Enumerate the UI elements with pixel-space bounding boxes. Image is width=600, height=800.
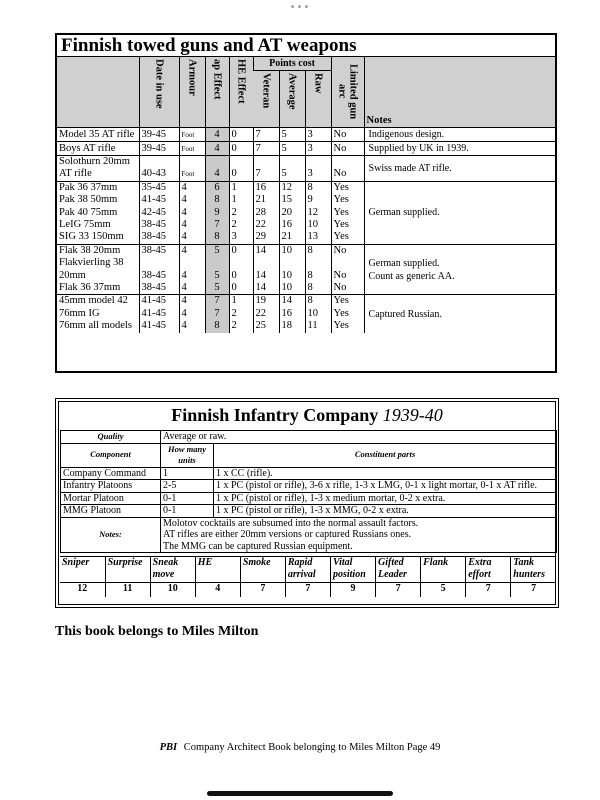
footer-text: Company Architect Book belonging to Miles Milton <box>183 742 405 753</box>
ability-value: 7 <box>376 583 421 597</box>
ability-value: 7 <box>240 583 285 597</box>
status-dots: ••• <box>289 2 311 13</box>
notes-label: Notes: <box>61 517 161 553</box>
table-row: MMG Platoon 0-1 1 x PC (pistol or rifle), 1-3 x MMG, 0-2 x extra. <box>61 505 557 518</box>
ability-value: 11 <box>105 583 150 597</box>
towed-guns-title: Finnish towed guns and AT weapons <box>57 35 555 57</box>
ability-label: Sniper <box>60 557 105 583</box>
footer-brand: PBI <box>159 742 178 753</box>
how-many-label: How many units <box>161 443 214 467</box>
header-notes: Notes <box>364 57 555 128</box>
note-uk: Supplied by UK in 1939. <box>364 142 555 156</box>
ability-label: Flank <box>421 557 466 583</box>
table-row: Pak 40 75mm 42-45 4 9 2 28 20 12 Yes <box>57 207 555 219</box>
quality-value: Average or raw. <box>161 431 557 444</box>
ability-value: 7 <box>466 583 511 597</box>
header-veteran: Veteran <box>253 70 279 127</box>
ability-value: 12 <box>77 583 88 594</box>
ability-value: 5 <box>421 583 466 597</box>
header-points-cost: Points cost <box>253 57 331 70</box>
component-label: Component <box>61 443 161 467</box>
note-indigenous: Indigenous design. <box>364 128 555 142</box>
header-ap: ap Effect <box>205 57 229 128</box>
header-blank <box>57 57 139 128</box>
ability-label: Tank hunters <box>511 557 556 583</box>
table-row: 76mm IG 41-45 4 7 2 22 16 10 Yes <box>57 308 555 320</box>
table-row: Flakvierling 38 20mm 38-45 4 5 0 14 10 8 No <box>57 257 555 282</box>
table-row: Flak 38 20mm 38-45 4 5 0 14 10 8 No German supplied. Count as generic AA. <box>57 244 555 257</box>
company-notes: Molotov cocktails are subsumed into the normal assault factors. AT rifles are either 20mm versions or captured Russians ones. The MMG can be captured Russian equipment. <box>161 517 557 553</box>
company-title: Finnish Infantry Company 1939-40 <box>171 405 443 425</box>
abilities-table <box>60 556 556 597</box>
header-limited-arc: Limited gun arc <box>331 57 364 128</box>
ability-label: Gifted Leader <box>376 557 421 583</box>
table-row: Flak 36 37mm 38-45 4 5 0 14 10 8 No <box>57 282 555 295</box>
footer-page: Page 49 <box>406 742 441 753</box>
ability-label: HE <box>195 557 240 583</box>
constituent-label: Constituent parts <box>214 443 557 467</box>
ability-label: Surprise <box>105 557 150 583</box>
ability-value: 10 <box>150 583 195 597</box>
note-swiss: Swiss made AT rifle. <box>364 156 555 182</box>
company-card <box>55 398 559 608</box>
note-russian: Captured Russian. <box>364 295 555 333</box>
ability-label: Rapid arrival <box>285 557 330 583</box>
ability-label: Extra effort <box>466 557 511 583</box>
table-row: SIG 33 150mm 38-45 4 8 3 29 21 13 Yes <box>57 231 555 244</box>
table-row: 76mm all models 41-45 4 8 2 25 18 11 Yes <box>57 320 555 332</box>
home-indicator[interactable] <box>207 791 393 796</box>
table-row: Model 35 AT rifle 39-45 Foot 4 0 7 5 3 No Indigenous design. <box>57 128 555 142</box>
ability-value: 7 <box>511 583 556 597</box>
page-footer <box>0 742 600 753</box>
table-row: Infantry Platoons 2-5 1 x PC (pistol or rifle), 3-6 x rifle, 1-3 x LMG, 0-1 x light mortar, 0-1 x AT rifle. <box>61 480 557 493</box>
ability-label: Sneak move <box>150 557 195 583</box>
table-row: Company Command 1 1 x CC (rifle). <box>61 467 557 480</box>
table-row: Boys AT rifle 39-45 Foot 4 0 7 5 3 No Supplied by UK in 1939. <box>57 142 555 156</box>
ownership-line: This book belongs to Miles Milton <box>55 624 259 639</box>
table-row: 45mm model 42 41-45 4 7 1 19 14 8 Yes Captured Russian. <box>57 295 555 308</box>
ability-label: Smoke <box>240 557 285 583</box>
ability-value: 7 <box>285 583 330 597</box>
ability-label: Vital position <box>330 557 375 583</box>
towed-guns-table <box>55 33 557 373</box>
ability-value: 4 <box>195 583 240 597</box>
table-row: Pak 38 50mm 41-45 4 8 1 21 15 9 Yes <box>57 194 555 206</box>
note-german-aa: German supplied. Count as generic AA. <box>364 244 555 295</box>
table-row: Solothurn 20mm AT rifle 40-43 Foot 4 0 7 5 3 No Swiss made AT rifle. <box>57 156 555 182</box>
note-german: German supplied. <box>364 181 555 244</box>
table-row: Mortar Platoon 0-1 1 x PC (pistol or rifle), 1-3 x medium mortar, 0-2 x extra. <box>61 492 557 505</box>
header-date: Date in use <box>139 57 179 128</box>
header-armour: Armour <box>179 57 205 128</box>
table-row: Pak 36 37mm 35-45 4 6 1 16 12 8 Yes German supplied. <box>57 181 555 194</box>
header-average: Average <box>279 70 305 127</box>
header-he: HE Effect <box>229 57 253 128</box>
table-row: LeIG 75mm 38-45 4 7 2 22 16 10 Yes <box>57 219 555 231</box>
ability-value: 9 <box>330 583 375 597</box>
company-table <box>60 430 557 553</box>
quality-label: Quality <box>61 431 161 444</box>
header-raw: Raw <box>305 70 331 127</box>
